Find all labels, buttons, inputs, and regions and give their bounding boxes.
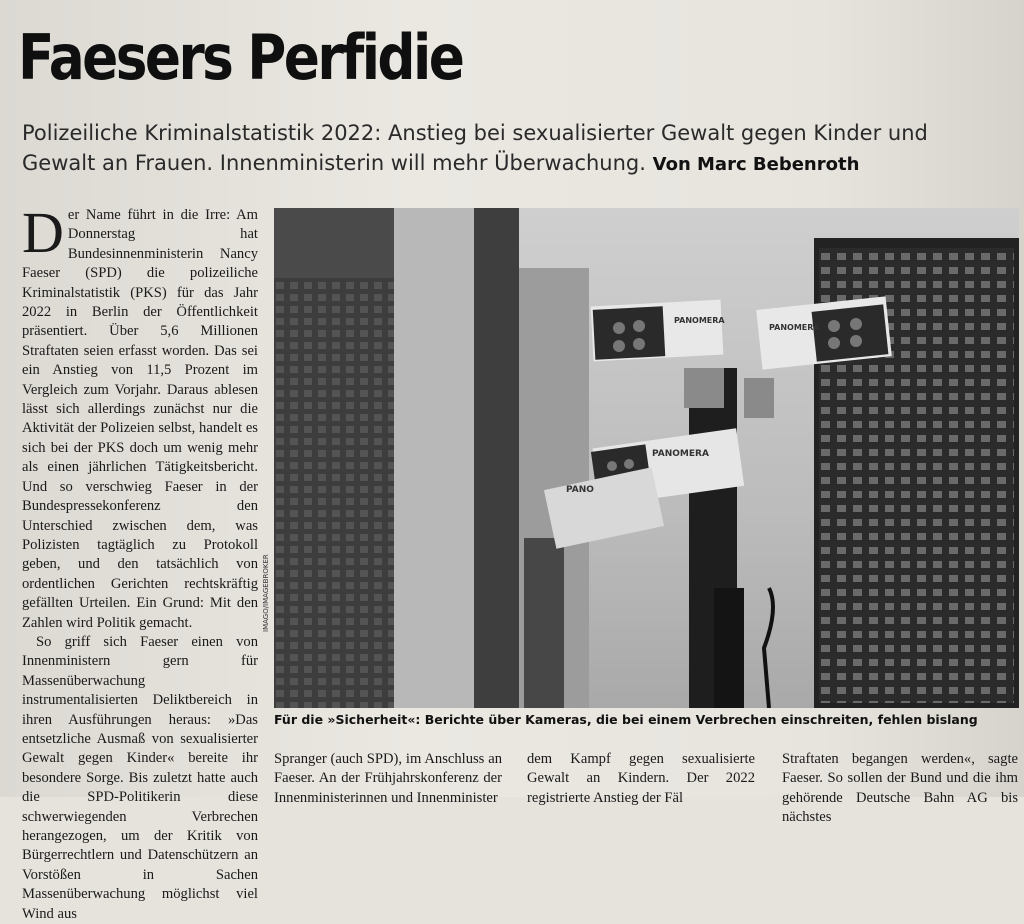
article-column-3 [527, 750, 755, 808]
building-dark-mid [474, 208, 519, 708]
camera-brand-3: PANOMERA [652, 449, 709, 459]
camera-brand-1: PANOMERA [674, 316, 725, 325]
article-column-2 [274, 750, 502, 808]
camera-1 [591, 300, 726, 362]
photo-caption: Für die »Sicherheit«: Berichte über Kameras, die bei einem Verbrechen einschreiten, fehlen bislang [274, 712, 978, 727]
camera-mount [684, 368, 724, 408]
paragraph-1 [22, 200, 258, 633]
cable [764, 588, 773, 708]
column-3-text: dem Kampf gegen sexualisierte Gewalt an Kindern. Der 2022 registrierte Anstieg der Fäl [527, 751, 755, 806]
drop-cap: D [22, 200, 64, 265]
paragraph-1-text: er Name führt in die Irre: Am Donnerstag hat Bundesinnenministerin Nancy Faeser (SPD) die polizeiliche Kriminalstatistik (PKS) für das Jahr 2022 in Berlin der Öffentlichkeit präsentiert. Über 5,6 Millionen Straftaten seien erfasst worden. Das sei ein Anstieg von 11,5 Prozent im Vergleich zum Vorjahr. Daraus ablesen lässt sich allerdings zunächst nur die Aktivität der Polizeien selbst, handelt es sich bei der PKS doch um wenig mehr als einen jährlichen Tätigkeitsbericht. Und so verschwieg Faeser in der Bundespressekonferenz den Unterschied zwischen dem, was Polizisten tagtäglich zu Protokoll geben, und den tatsächlich von ordentlichen Gerichten rechtskräftig gefällten Urteilen. Ein Grund: Mit den Zahlen wird Politik gemacht. [22, 207, 258, 631]
column-2-text: Spranger (auch SPD), im Anschluss an Faeser. An der Frühjahrskonferenz der Innenministerinnen und Innenminister [274, 751, 502, 806]
article-column-4 [782, 750, 1018, 828]
building-light [394, 208, 474, 708]
byline: Von Marc Bebenroth [652, 154, 860, 175]
photo-credit: IMAGO/IMAGEBROKER [262, 554, 270, 632]
article-photo [274, 208, 1019, 708]
column-4-text: Straftaten begangen werden«, sagte Faeser. So sollen der Bund und die ihm gehörende Deutsche Bahn AG bis nächstes [782, 751, 1018, 826]
paragraph-2: So griff sich Faeser einen von Innenministern gern für Massenüberwachung instrumentalisierten Deliktbereich in ihren Ausführungen heraus: »Das entsetzliche Ausmaß von sexualisierter Gewalt gegen Kinder« bereite ihr besondere Sorge. Bis zuletzt hatte auch die SPD-Politikerin diese schwerwiegenden Verbrechen herangezogen, um der Kritik von Bürgerrechtlern und Datenschützern an Vorstößen in Sachen Massenüberwachung möglichst viel Wind aus [22, 633, 258, 922]
camera-brand-4: PANO [566, 485, 594, 495]
dek-text: Polizeiliche Kriminalstatistik 2022: Anstieg bei sexualisierter Gewalt gegen Kinder und Gewalt an Frauen. Innenministerin will mehr Überwachung. [22, 121, 928, 175]
article-column-1 [22, 200, 258, 924]
subheadline [22, 118, 1002, 180]
photo-illustration [274, 208, 1019, 708]
headline: Faesers Perfidie [18, 21, 463, 94]
camera-brand-2: PANOMERA [769, 323, 820, 332]
